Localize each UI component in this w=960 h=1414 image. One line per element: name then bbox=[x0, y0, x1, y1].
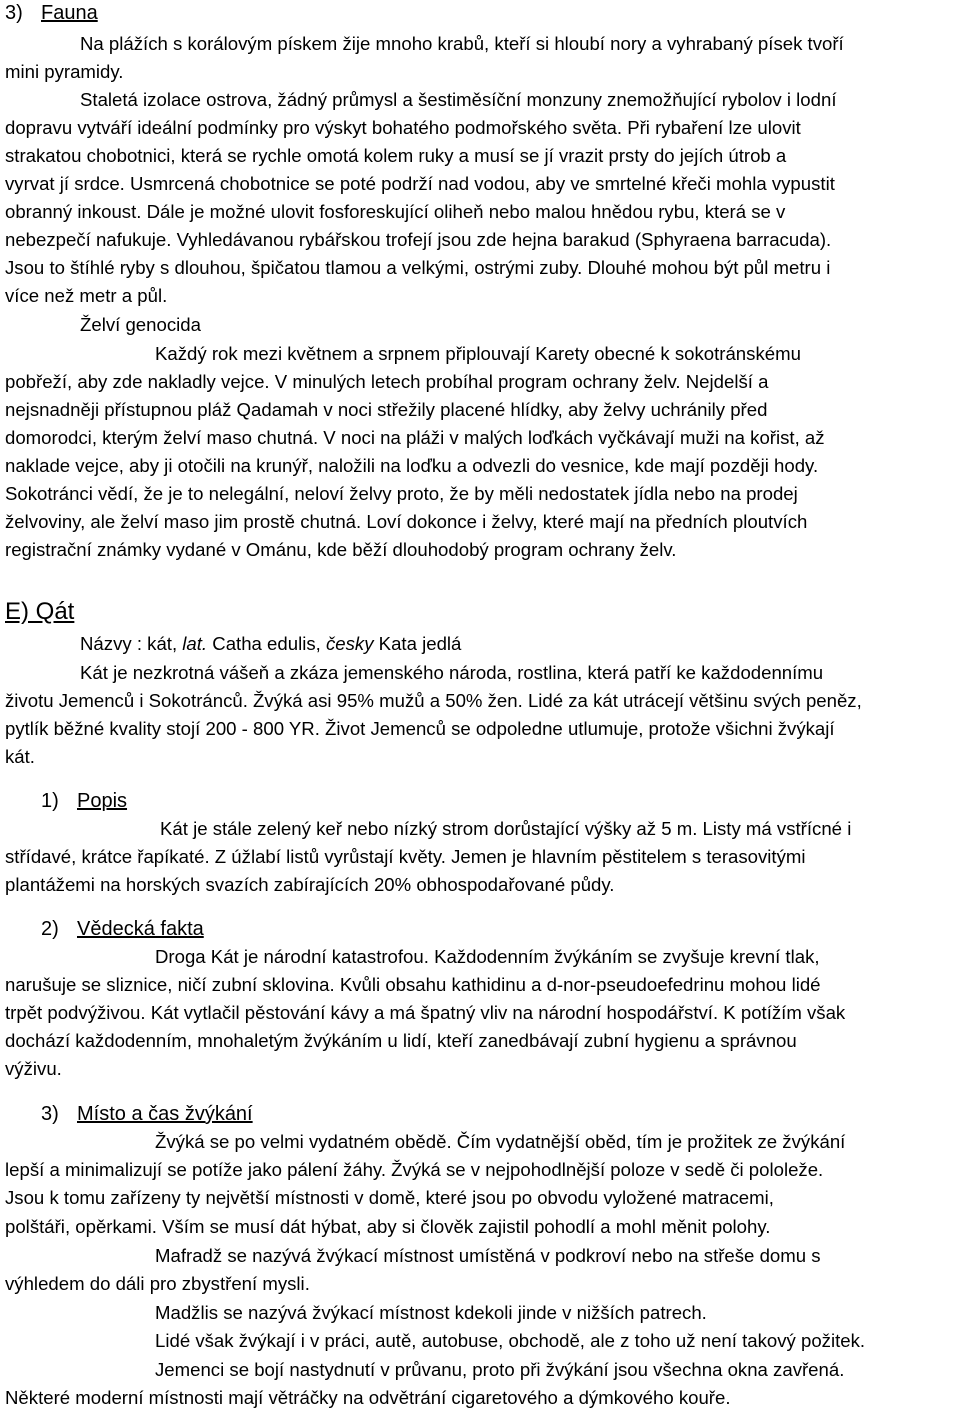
text-line: Kát je stále zelený keř nebo nízký strom dorůstající výšky až 5 m. Listy má vstřícné i bbox=[160, 818, 852, 839]
text-line: dochází každodenním, mnohaletým žvýkáním u lidí, kteří zanedbávají zubní hygienu a správnou bbox=[5, 1030, 797, 1051]
heading-popis bbox=[5, 786, 956, 816]
text-line: Jsou to štíhlé ryby s dlouhou, špičatou tlamou a velkými, ostrými zuby. Dlouhé mohou být půl metru i bbox=[5, 257, 831, 278]
heading-number: 2) bbox=[41, 918, 59, 940]
text-line: trpět podvýživou. Kát vytlačil pěstování kávy a má špatný vliv na národní hospodářství. K potížím však bbox=[5, 1002, 846, 1023]
subheading-turtles: Želví genocida bbox=[80, 314, 201, 335]
text-line: registrační známky vydané v Ománu, kde běží dlouhodobý program ochrany želv. bbox=[5, 539, 677, 560]
text-line: výživu. bbox=[5, 1058, 62, 1079]
text-line: Na plážích s korálovým pískem žije mnoho krabů, kteří si hloubí nory a vyhrabaný písek tvoří bbox=[80, 33, 844, 54]
text-line: pobřeží, aby zde nakladly vejce. V minulých letech probíhal program ochrany želv. Nejdelší a bbox=[5, 371, 769, 392]
heading-title: Popis bbox=[77, 790, 128, 812]
text-line: Kát je nezkrotná vášeň a zkáza jemenského národa, rostlina, která patří ke každodennímu bbox=[80, 662, 824, 683]
names-line bbox=[5, 630, 956, 658]
text-line: pytlík běžné kvality stojí 200 - 800 YR. Život Jemenců se odpoledne utlumuje, protože všichni žvýkají bbox=[5, 718, 835, 739]
text-line: Každý rok mezi květnem a srpnem připlouvají Karety obecné k sokotránskému bbox=[155, 343, 801, 364]
text-line: Droga Kát je národní katastrofou. Každodenním žvýkáním se zvyšuje krevní tlak, bbox=[155, 946, 820, 967]
text-line: výhledem do dáli pro zbystření mysli. bbox=[5, 1273, 310, 1294]
text-line: Staletá izolace ostrova, žádný průmysl a šestiměsíční monzuny znemožňující rybolov i lodní bbox=[80, 89, 837, 110]
names-lat-label: lat. bbox=[182, 633, 208, 654]
text-line: nebezpečí nafukuje. Vyhledávanou rybářskou trofejí jsou zde hejna barakud (Sphyraena barracuda). bbox=[5, 229, 832, 250]
names-cz-label: česky bbox=[325, 633, 374, 654]
text-line: želvoviny, ale želví maso jim prostě chutná. Loví dokonce i želvy, které mají na předních ploutvích bbox=[5, 511, 808, 532]
heading-number: 1) bbox=[41, 790, 59, 812]
names-lat-value: Catha edulis, bbox=[207, 633, 326, 654]
text-line: Mafradž se nazývá žvýkací místnost umístěná v podkroví nebo na střeše domu s bbox=[155, 1245, 821, 1266]
text-line: Jemenci se bojí nastydnutí v průvanu, proto při žvýkání jsou všechna okna zavřená. bbox=[155, 1359, 845, 1380]
text-line: narušuje se sliznice, ničí zubní sklovina. Kvůli obsahu kathidinu a d-nor-pseudoefedrinu mohou lidé bbox=[5, 974, 821, 995]
text-line: střídavé, krátce řapíkaté. Z úžlabí listů vyrůstají květy. Jemen je hlavním pěstitelem s terasovitými bbox=[5, 846, 806, 867]
heading-place bbox=[5, 1099, 956, 1129]
heading-title: Vědecká fakta bbox=[77, 918, 204, 940]
text-line: naklade vejce, aby ji otočili na krunýř, naložili na loďku a odvezli do vesnice, kde mají později hody. bbox=[5, 455, 819, 476]
text-line: nejsnadněji přístupnou pláž Qadamah v noci střežily placené hlídky, aby želvy uchránily před bbox=[5, 399, 768, 420]
heading-title: E) Qát bbox=[5, 598, 75, 625]
heading-fauna bbox=[5, 0, 956, 28]
text-line: polštáři, opěrkami. Vším se musí dát hýbat, aby si člověk zajistil pohodlí a mohl měnit polohy. bbox=[5, 1216, 771, 1237]
heading-facts bbox=[5, 914, 956, 944]
text-line: Žvýká se po velmi vydatném obědě. Čím vydatnější oběd, tím je prožitek ze žvýkání bbox=[155, 1131, 846, 1152]
heading-number: 3) bbox=[41, 1103, 59, 1125]
text-line: Madžlis se nazývá žvýkací místnost kdekoli jinde v nižších patrech. bbox=[155, 1302, 707, 1323]
text-line: obranný inkoust. Dále je možné ulovit fosforeskující oliheň nebo malou hnědou rybu, která se v bbox=[5, 201, 786, 222]
text-line: Lidé však žvýkají i v práci, autě, autobuse, obchodě, ale z toho už není takový požitek. bbox=[155, 1330, 866, 1351]
names-prefix: Názvy : kát, bbox=[80, 633, 183, 654]
text-line: dopravu vytváří ideální podmínky pro výskyt bohatého podmořského světa. Při rybaření lze ulovit bbox=[5, 117, 801, 138]
text-line: vyrvat jí srdce. Usmrcená chobotnice se poté podrží nad vodou, aby ve smrtelné křeči mohla vypustit bbox=[5, 173, 835, 194]
text-line: mini pyramidy. bbox=[5, 61, 124, 82]
text-line: domorodci, kterým želví maso chutná. V noci na pláži v malých loďkách vyčkávají muži na kořist, až bbox=[5, 427, 825, 448]
names-cz-value: Kata jedlá bbox=[373, 633, 462, 654]
heading-title: Místo a čas žvýkání bbox=[77, 1103, 253, 1125]
text-line: Sokotránci vědí, že je to nelegální, neloví želvy proto, že by měli nedostatek jídla nebo na prodej bbox=[5, 483, 798, 504]
heading-number: 3) bbox=[5, 2, 23, 24]
text-line: strakatou chobotnici, která se rychle omotá kolem ruky a musí se jí vrazit prsty do jejích útrob a bbox=[5, 145, 787, 166]
text-line: plantážemi na horských svazích zabírajících 20% obhospodařované půdy. bbox=[5, 874, 615, 895]
text-line: životu Jemenců i Sokotránců. Žvýká asi 95% mužů a 50% žen. Lidé za kát utrácejí většinu svých peněz, bbox=[5, 690, 862, 711]
text-line: lepší a minimalizují se potíže jako pálení žáhy. Žvýká se v nejpohodlnější poloze v sedě či pololeže. bbox=[5, 1159, 824, 1180]
text-line: více než metr a půl. bbox=[5, 285, 168, 306]
heading-qat bbox=[5, 595, 956, 629]
text-line: Některé moderní místnosti mají větráčky na odvětrání cigaretového a dýmkového kouře. bbox=[5, 1387, 731, 1408]
heading-title: Fauna bbox=[41, 2, 98, 24]
text-line: kát. bbox=[5, 746, 35, 767]
text-line: Jsou k tomu zařízeny ty největší místnosti v domě, které jsou po obvodu vyložené matracemi, bbox=[5, 1187, 774, 1208]
